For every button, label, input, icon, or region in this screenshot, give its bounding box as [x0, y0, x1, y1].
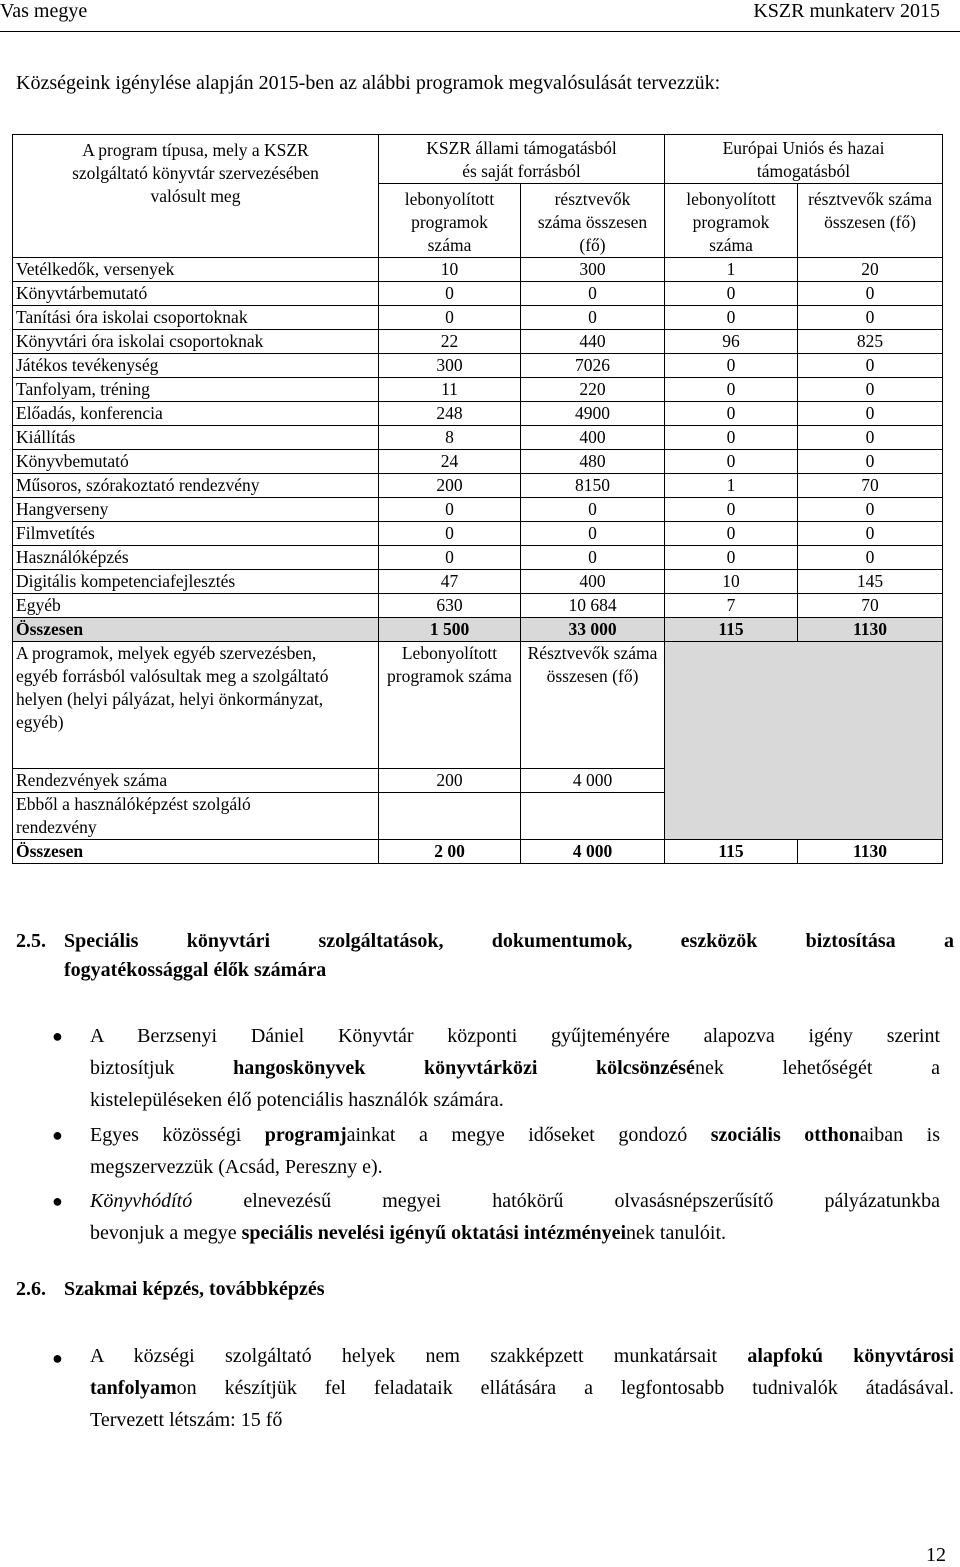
- total-value: 1130: [798, 840, 943, 864]
- row-label: Műsoros, szórakoztató rendezvény: [13, 474, 379, 498]
- row-value: 0: [665, 426, 798, 450]
- row-value: 480: [521, 450, 665, 474]
- row-label: Tanítási óra iskolai csoportoknak: [13, 306, 379, 330]
- subheader-programs-2: lebonyolított programok száma: [665, 184, 798, 258]
- table-row: [13, 306, 943, 330]
- row-value: 0: [665, 522, 798, 546]
- total-value: 1 500: [379, 618, 521, 642]
- text-bold: programj: [264, 1124, 347, 1146]
- text-span: nek lehetőségét a: [694, 1057, 940, 1079]
- text-italic: Könyvhódító: [90, 1190, 193, 1212]
- text-span: nek tanulóit.: [626, 1222, 727, 1244]
- row-value: 0: [665, 498, 798, 522]
- row-label: Digitális kompetenciafejlesztés: [13, 570, 379, 594]
- row-value: 0: [665, 282, 798, 306]
- row-value: 0: [665, 450, 798, 474]
- row-value: 0: [665, 546, 798, 570]
- section-title: Szakmai képzés, továbbképzés: [64, 1278, 325, 1300]
- row-value: 4 000: [521, 769, 665, 793]
- table-row: [13, 354, 943, 378]
- row-label: Filmvetítés: [13, 522, 379, 546]
- total-row-1: [13, 618, 943, 642]
- total-value: 2 00: [379, 840, 521, 864]
- row-value: 400: [521, 570, 665, 594]
- text-span: kistelepüléseken élő potenciális használók számára.: [90, 1089, 504, 1111]
- row-value: 0: [521, 306, 665, 330]
- section-number: 2.5.: [16, 930, 46, 952]
- row-value: 630: [379, 594, 521, 618]
- text-bold: alapfokú könyvtárosi: [747, 1345, 954, 1367]
- subheader-participants-2: résztvevők száma összesen (fő): [798, 184, 943, 258]
- second-header-row: [13, 642, 943, 769]
- text-bold: hangoskönyvek könyvtárközi kölcsönzésé: [233, 1057, 695, 1079]
- second-subheader-participants: Résztvevők száma összesen (fő): [521, 642, 665, 769]
- row-label: Hangverseny: [13, 498, 379, 522]
- row-value: 145: [798, 570, 943, 594]
- row-value: 200: [379, 769, 521, 793]
- row-value: 300: [379, 354, 521, 378]
- row-value: 248: [379, 402, 521, 426]
- table-row: [13, 378, 943, 402]
- row-value: 0: [665, 306, 798, 330]
- table-row: [13, 330, 943, 354]
- text-span: aiban is: [859, 1124, 941, 1146]
- total-value: 1130: [798, 618, 943, 642]
- row-value: 0: [521, 498, 665, 522]
- row-label: Játékos tevékenység: [13, 354, 379, 378]
- bullet-paragraph-1: [90, 1020, 940, 1116]
- row-value: 0: [798, 306, 943, 330]
- row-value: 0: [521, 282, 665, 306]
- text-span: Tervezett létszám: 15 fő: [90, 1409, 283, 1431]
- row-value: 0: [798, 402, 943, 426]
- row-label: Vetélkedők, versenyek: [13, 258, 379, 282]
- bullet-paragraph-2: [90, 1119, 940, 1183]
- bullet-icon: ●: [52, 1191, 63, 1211]
- page-number: 12: [926, 1544, 946, 1566]
- text-span: elnevezésű megyei hatókörű olvasásnépszerűsítő pályázatunkba: [192, 1190, 940, 1212]
- text-span: ainkat a megye időseket gondozó: [346, 1124, 711, 1146]
- row-value: 0: [798, 546, 943, 570]
- row-value: 10: [665, 570, 798, 594]
- row-value: 0: [379, 546, 521, 570]
- row-value: 11: [379, 378, 521, 402]
- total-value: 4 000: [521, 840, 665, 864]
- row-value: 0: [665, 402, 798, 426]
- table-row: [13, 522, 943, 546]
- row-value: 0: [521, 522, 665, 546]
- row-value: 1: [665, 474, 798, 498]
- row-value: 22: [379, 330, 521, 354]
- row-value: 47: [379, 570, 521, 594]
- bullet-icon: ●: [52, 1026, 63, 1046]
- row-value: 0: [798, 522, 943, 546]
- subheader-participants-1: résztvevők száma összesen (fő): [521, 184, 665, 258]
- intro-text: Községeink igénylése alapján 2015-ben az alábbi programok megvalósulását tervezzük:: [16, 72, 721, 94]
- row-label: Könyvtári óra iskolai csoportoknak: [13, 330, 379, 354]
- row-label: Tanfolyam, tréning: [13, 378, 379, 402]
- row-label: Előadás, konferencia: [13, 402, 379, 426]
- bullet-icon: ●: [52, 1348, 63, 1368]
- header-divider: [0, 31, 960, 32]
- text-bold: speciális nevelési igényű oktatási intézményei: [241, 1222, 627, 1244]
- total-value: 115: [665, 840, 798, 864]
- header-right: KSZR munkaterv 2015: [753, 0, 940, 22]
- bullet-icon: ●: [52, 1125, 63, 1145]
- total-value: 115: [665, 618, 798, 642]
- row-label: Kiállítás: [13, 426, 379, 450]
- text-span: A Berzsenyi Dániel Könyvtár központi gyűjteményére alapozva igény szerint: [90, 1025, 940, 1047]
- table-row: [13, 498, 943, 522]
- table-row: [13, 450, 943, 474]
- row-value: 0: [798, 426, 943, 450]
- table-row: [13, 426, 943, 450]
- row-value: 10: [379, 258, 521, 282]
- row-value: 1: [665, 258, 798, 282]
- row-value: 0: [798, 450, 943, 474]
- row-value: 24: [379, 450, 521, 474]
- row-value: 0: [798, 282, 943, 306]
- row-value: 0: [665, 378, 798, 402]
- table-row: [13, 258, 943, 282]
- header-left: Vas megye: [0, 0, 88, 22]
- row-value: 825: [798, 330, 943, 354]
- row-label: Ebből a használóképzést szolgáló rendezvény: [13, 793, 379, 840]
- row-value: 96: [665, 330, 798, 354]
- row-value: 0: [798, 498, 943, 522]
- text-span: megszervezzük (Acsád, Pereszny e).: [90, 1156, 383, 1178]
- text-bold: szociális otthon: [710, 1124, 860, 1146]
- total-label: Összesen: [13, 840, 379, 864]
- row-value: 0: [798, 378, 943, 402]
- row-value: 8150: [521, 474, 665, 498]
- row-value: [379, 793, 521, 840]
- row-label: Könyvbemutató: [13, 450, 379, 474]
- row-value: 10 684: [521, 594, 665, 618]
- row-value: 0: [521, 546, 665, 570]
- row-value: 0: [379, 498, 521, 522]
- row-value: [521, 793, 665, 840]
- row-value: 300: [521, 258, 665, 282]
- section-title-line2: fogyatékossággal élők számára: [64, 959, 327, 981]
- row-value: 220: [521, 378, 665, 402]
- row-value: 4900: [521, 402, 665, 426]
- row-label: Könyvtárbemutató: [13, 282, 379, 306]
- total-row-2: [13, 840, 943, 864]
- text-bold: tanfolyam: [90, 1377, 177, 1399]
- row-value: 0: [665, 354, 798, 378]
- shaded-empty-cell: [665, 642, 943, 840]
- row-value: 8: [379, 426, 521, 450]
- table-row: [13, 402, 943, 426]
- table-row: [13, 474, 943, 498]
- table-row: [13, 282, 943, 306]
- table-row: [13, 594, 943, 618]
- row-value: 20: [798, 258, 943, 282]
- subheader-programs-1: lebonyolított programok száma: [379, 184, 521, 258]
- table-row: [13, 570, 943, 594]
- text-span: on készítjük fel feladataik ellátására a legfontosabb tudnivalók átadásával.: [176, 1377, 954, 1399]
- table-header-row: [13, 135, 943, 184]
- row-value: 0: [379, 306, 521, 330]
- row-value: 0: [379, 522, 521, 546]
- row-label: Használóképzés: [13, 546, 379, 570]
- row-value: 70: [798, 474, 943, 498]
- header-group-eu: Európai Uniós és hazai támogatásból: [665, 135, 943, 184]
- text-span: biztosítjuk: [90, 1057, 234, 1079]
- row-value: 7026: [521, 354, 665, 378]
- text-span: Egyes közösségi: [90, 1124, 265, 1146]
- row-value: 440: [521, 330, 665, 354]
- header-group-kszr: KSZR állami támogatásból és saját forrásból: [379, 135, 665, 184]
- row-value: 0: [798, 354, 943, 378]
- row-value: 7: [665, 594, 798, 618]
- programs-table: [12, 134, 943, 864]
- header-type: A program típusa, mely a KSZR szolgáltató könyvtár szervezésében valósult meg: [13, 135, 379, 258]
- row-label: Rendezvények száma: [13, 769, 379, 793]
- bullet-paragraph-3: [90, 1185, 940, 1249]
- table-row: [13, 546, 943, 570]
- row-value: 400: [521, 426, 665, 450]
- second-subheader-programs: Lebonyolított programok száma: [379, 642, 521, 769]
- text-span: A községi szolgáltató helyek nem szakképzett munkatársait: [90, 1345, 748, 1367]
- row-label: Egyéb: [13, 594, 379, 618]
- row-value: 70: [798, 594, 943, 618]
- second-header-type: A programok, melyek egyéb szervezésben, egyéb forrásból valósultak meg a szolgáltató helyen (helyi pályázat, helyi önkormányzat, egyéb): [13, 642, 379, 769]
- total-label: Összesen: [13, 618, 379, 642]
- row-value: 200: [379, 474, 521, 498]
- text-span: bevonjuk a megye: [90, 1222, 242, 1244]
- section-number: 2.6.: [16, 1278, 46, 1300]
- row-value: 0: [379, 282, 521, 306]
- total-value: 33 000: [521, 618, 665, 642]
- bullet-paragraph-4: [90, 1340, 954, 1436]
- section-title-line1: Speciális könyvtári szolgáltatások, dokumentumok, eszközök biztosítása a: [64, 930, 954, 952]
